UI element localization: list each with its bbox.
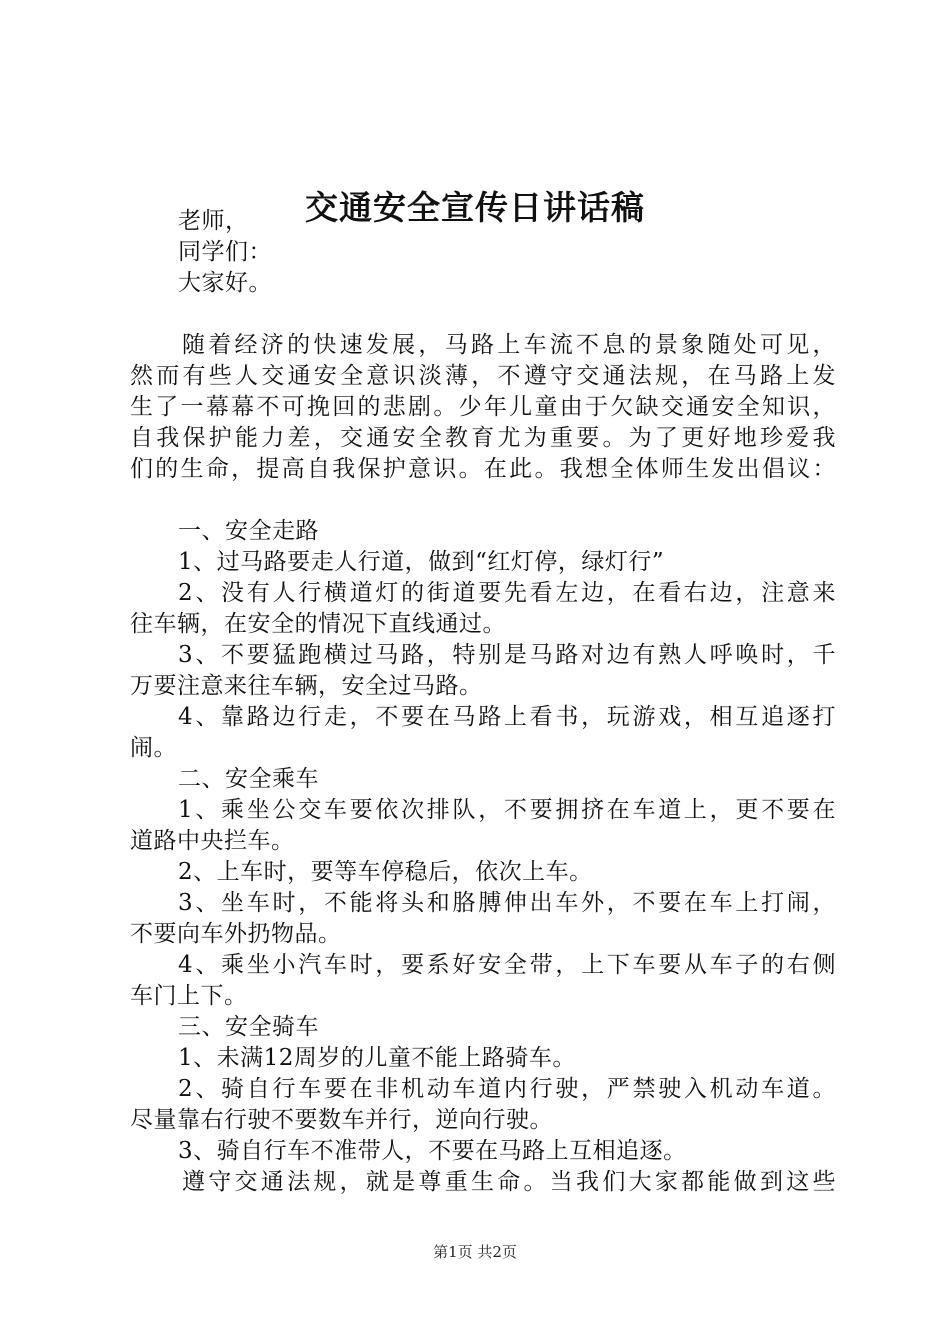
list-item-continuation: 万要注意来往车辆，安全过马路。: [130, 673, 483, 699]
salutation-line: 同学们：: [178, 239, 272, 265]
list-item: 2、骑自行车要在非机动车道内行驶，严禁驶入机动车道。: [178, 1076, 836, 1102]
section-heading: 三、安全骑车: [178, 1014, 319, 1040]
list-item: 1、未满12周岁的儿童不能上路骑车。: [178, 1045, 576, 1071]
list-item: 1、过马路要走人行道，做到“红灯停，绿灯行”: [178, 549, 665, 575]
list-item: 3、坐车时，不能将头和胳膊伸出车外，不要在车上打闹，: [178, 890, 836, 916]
list-item-continuation: 车门上下。: [130, 983, 248, 1009]
greeting-line: 大家好。: [178, 270, 272, 296]
paragraph-line: 生了一幕幕不可挽回的悲剧。少年儿童由于欠缺交通安全知识，: [130, 394, 836, 420]
list-item: 4、乘坐小汽车时，要系好安全带，上下车要从车子的右侧: [178, 952, 836, 978]
list-item-continuation: 道路中央拦车。: [130, 828, 295, 854]
list-item: 3、骑自行车不准带人，不要在马路上互相追逐。: [178, 1138, 687, 1164]
page-footer: 第1页 共2页: [433, 1243, 517, 1261]
paragraph-line: 遵守交通法规，就是尊重生命。当我们大家都能做到这些: [182, 1169, 836, 1195]
section-heading: 一、安全走路: [178, 518, 319, 544]
list-item: 1、乘坐公交车要依次排队，不要拥挤在车道上，更不要在: [178, 797, 836, 823]
list-item-continuation: 往车辆，在安全的情况下直线通过。: [130, 611, 506, 637]
list-item: 4、靠路边行走，不要在马路上看书，玩游戏，相互追逐打: [178, 704, 836, 730]
list-item-continuation: 闹。: [130, 735, 177, 761]
list-item-continuation: 不要向车外扔物品。: [130, 921, 342, 947]
paragraph-line: 们的生命，提高自我保护意识。在此。我想全体师生发出倡议：: [130, 456, 836, 482]
list-item: 2、没有人行横道灯的街道要先看左边，在看右边，注意来: [178, 580, 836, 606]
list-item-continuation: 尽量靠右行驶不要数车并行，逆向行驶。: [130, 1107, 553, 1133]
document-title: 交通安全宣传日讲话稿: [305, 188, 645, 227]
paragraph-line: 自我保护能力差，交通安全教育尤为重要。为了更好地珍爱我: [130, 425, 836, 451]
list-item: 2、上车时，要等车停稳后，依次上车。: [178, 859, 593, 885]
paragraph-line: 随着经济的快速发展，马路上车流不息的景象随处可见，: [182, 332, 836, 358]
section-heading: 二、安全乘车: [178, 766, 319, 792]
list-item: 3、不要猛跑横过马路，特别是马路对边有熟人呼唤时，千: [178, 642, 836, 668]
paragraph-line: 然而有些人交通安全意识淡薄，不遵守交通法规，在马路上发: [130, 363, 836, 389]
salutation-line: 老师，: [178, 208, 249, 234]
